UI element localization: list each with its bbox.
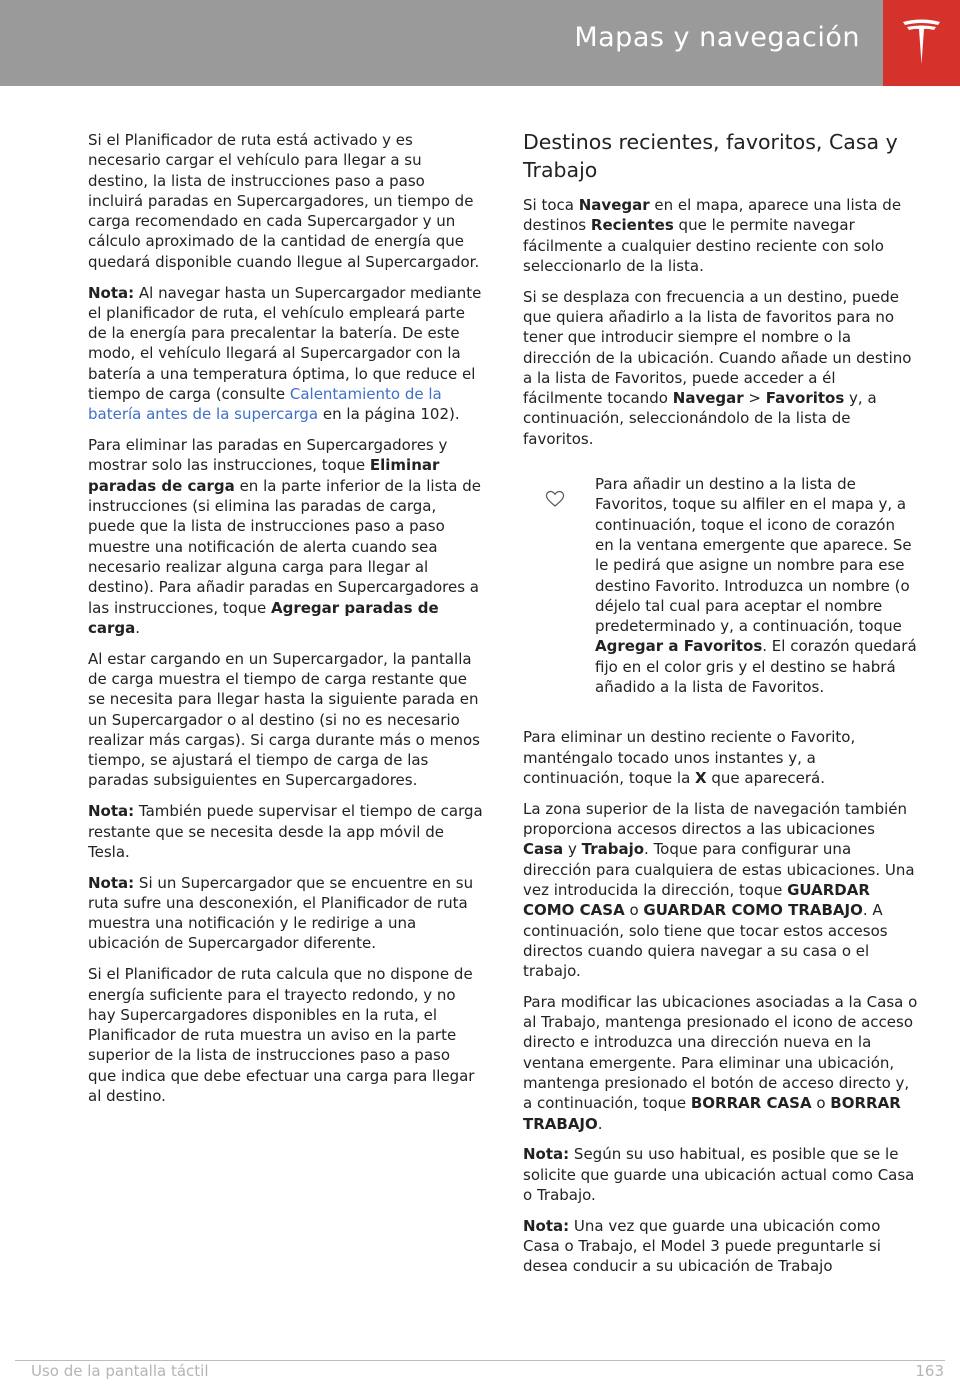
ui-term: GUARDAR COMO CASA	[523, 880, 870, 920]
note-text: Una vez que guarde una ubicación como Casa o Trabajo, el Model 3 puede preguntarle si desea conducir a su ubicación de Trabajo	[523, 1216, 881, 1276]
text: Para añadir un destino a la lista de Favoritos, toque su alfiler en el mapa y, a continuación, toque el icono de corazón en la ventana emergente que aparece. Se le pedirá que asigne un nombre para ese destino Favorito. Introduzca un nombre (o déjelo tal cual para aceptar el nombre predeterminado y, a continuación, toque	[595, 475, 912, 636]
text: que le permite navegar fácilmente a cualquier destino reciente con solo seleccionarlo de la lista.	[523, 216, 884, 275]
ui-term: Navegar	[578, 196, 650, 214]
note	[88, 801, 483, 862]
note-text: También puede supervisar el tiempo de carga restante que se necesita desde la app móvil de Tesla.	[88, 802, 483, 861]
tip-text	[595, 474, 918, 697]
heart-icon	[545, 490, 565, 508]
paragraph	[523, 992, 918, 1134]
tip-box	[523, 474, 918, 697]
paragraph	[523, 195, 918, 276]
ui-term: Recientes	[590, 216, 674, 235]
text: o	[624, 901, 644, 920]
ui-term: Casa	[523, 840, 564, 859]
note-label: Nota:	[523, 1145, 570, 1164]
note-label: Nota:	[88, 873, 135, 892]
note-label: Nota:	[88, 802, 135, 821]
note-text: Si un Supercargador que se encuentre en su ruta sufre una desconexión, el Planificador de ruta muestra una notificación y le redirige a una ubicación de Supercargador diferente.	[88, 873, 474, 953]
text: o	[811, 1094, 831, 1113]
ui-term: Eliminar paradas de carga	[88, 456, 440, 495]
text: >	[743, 389, 766, 408]
text: La zona superior de la lista de navegación también proporciona accesos directos a las ubicaciones	[523, 799, 908, 839]
section-heading: Destinos recientes, favoritos, Casa y Trabajo	[523, 130, 898, 182]
footer-divider	[15, 1360, 945, 1361]
note	[523, 1216, 918, 1277]
paragraph: Si el Planificador de ruta está activado y es necesario cargar el vehículo para llegar a su destino, la lista de instrucciones paso a paso incluirá paradas en Supercargadores, un tiempo de carga recomendado en cada Supercargador y un cálculo aproximado de la cantidad de energía que quedará disponible cuando llegue al Supercargador.	[88, 131, 480, 271]
ui-term: Navegar	[672, 389, 744, 408]
right-column	[523, 130, 918, 1287]
paragraph	[523, 799, 918, 982]
text: .	[135, 618, 141, 637]
paragraph: Al estar cargando en un Supercargador, la pantalla de carga muestra el tiempo de carga restante que se necesita para llegar hasta la siguiente parada en un Supercargador o al destino (si no es necesario realizar más cargas). Si carga durante más o menos tiempo, se ajustará el tiempo de carga de las paradas subsiguientes en Supercargadores.	[88, 649, 480, 790]
left-column	[88, 130, 483, 1117]
note-label: Nota:	[523, 1216, 570, 1235]
paragraph	[88, 435, 483, 638]
ui-term: X	[695, 768, 707, 787]
ui-term: BORRAR CASA	[690, 1094, 812, 1113]
text: en la parte inferior de la lista de instrucciones (si elimina las paradas de carga, puede que la lista de instrucciones paso a paso muestre una notificación de alerta cuando sea necesario realizar alguna carga para llegar al destino). Para añadir paradas en Supercargadores a las instrucciones, toque	[88, 476, 481, 617]
paragraph	[523, 287, 918, 449]
text: .	[597, 1114, 603, 1133]
tesla-logo	[883, 0, 960, 86]
ui-term: Favoritos	[765, 389, 845, 408]
text: . A continuación, solo tiene que tocar estos accesos directos cuando quiera navegar a su casa o el trabajo.	[523, 901, 888, 981]
ui-term: Agregar a Favoritos	[595, 637, 763, 656]
text: que aparecerá.	[706, 768, 825, 787]
text: y, a continuación, seleccionándolo de la lista de favoritos.	[523, 389, 877, 448]
note-text: en la página 102).	[318, 405, 460, 424]
ui-term: Trabajo	[581, 840, 645, 859]
paragraph	[523, 727, 918, 788]
footer-section: Uso de la pantalla táctil	[31, 1362, 209, 1380]
text: en el mapa, aparece una lista de destinos	[523, 196, 902, 235]
ui-term: Agregar paradas de carga	[88, 598, 439, 637]
text: Si toca	[523, 196, 579, 214]
paragraph: Si el Planificador de ruta calcula que no dispone de energía suficiente para el trayecto redondo, y no hay Supercargadores disponibles en la ruta, el Planificador de ruta muestra un aviso en la parte superior de la lista de instrucciones paso a paso que indica que debe efectuar una carga para llegar al destino.	[88, 965, 475, 1106]
page-number: 163	[915, 1362, 944, 1380]
text: Si se desplaza con frecuencia a un destino, puede que quiera añadirlo a la lista de favoritos para no tener que introducir siempre el nombre o la dirección de la ubicación. Cuando añade un destino a la lista de Favoritos, puede acceder a él fácilmente tocando	[523, 287, 912, 408]
text: Para eliminar las paradas en Supercargadores y mostrar solo las instrucciones, toque	[88, 436, 448, 475]
note-text: Al navegar hasta un Supercargador mediante el planificador de ruta, el vehículo empleará parte de la energía para precalentar la batería. De este modo, el vehículo llegará al Supercargador con la batería a una temperatura óptima, lo que reduce el tiempo de carga (consulte	[88, 283, 482, 404]
note-label: Nota:	[88, 283, 135, 302]
text: . Toque para configurar una dirección para cualquiera de estas ubicaciones. Una vez introducida la dirección, toque	[523, 840, 915, 899]
text: Para eliminar un destino reciente o Favorito, manténgalo tocado unos instantes y, a continuación, toque la	[523, 728, 856, 787]
text: y	[563, 840, 582, 859]
page-header	[0, 0, 960, 86]
note	[88, 873, 483, 954]
link-battery-preheat[interactable]: Calentamiento de la batería antes de la supercarga	[88, 385, 442, 424]
ui-term: BORRAR TRABAJO	[523, 1094, 901, 1133]
ui-term: GUARDAR COMO TRABAJO	[643, 901, 863, 920]
text: . El corazón quedará fijo en el color gris y el destino se habrá añadido a la lista de Favoritos.	[595, 637, 917, 697]
note	[523, 1144, 918, 1205]
tesla-logo-icon	[901, 18, 942, 66]
note-text: Según su uso habitual, es posible que se le solicite que guarde una ubicación actual como Casa o Trabajo.	[523, 1145, 915, 1205]
text: Para modificar las ubicaciones asociadas a la Casa o al Trabajo, mantenga presionado el icono de acceso directo e introduzca una dirección nueva en la ventana emergente. Para eliminar una ubicación, mantenga presionado el botón de acceso directo y, a continuación, toque	[523, 992, 918, 1113]
page-title: Mapas y navegación	[574, 22, 860, 53]
note	[88, 283, 483, 425]
